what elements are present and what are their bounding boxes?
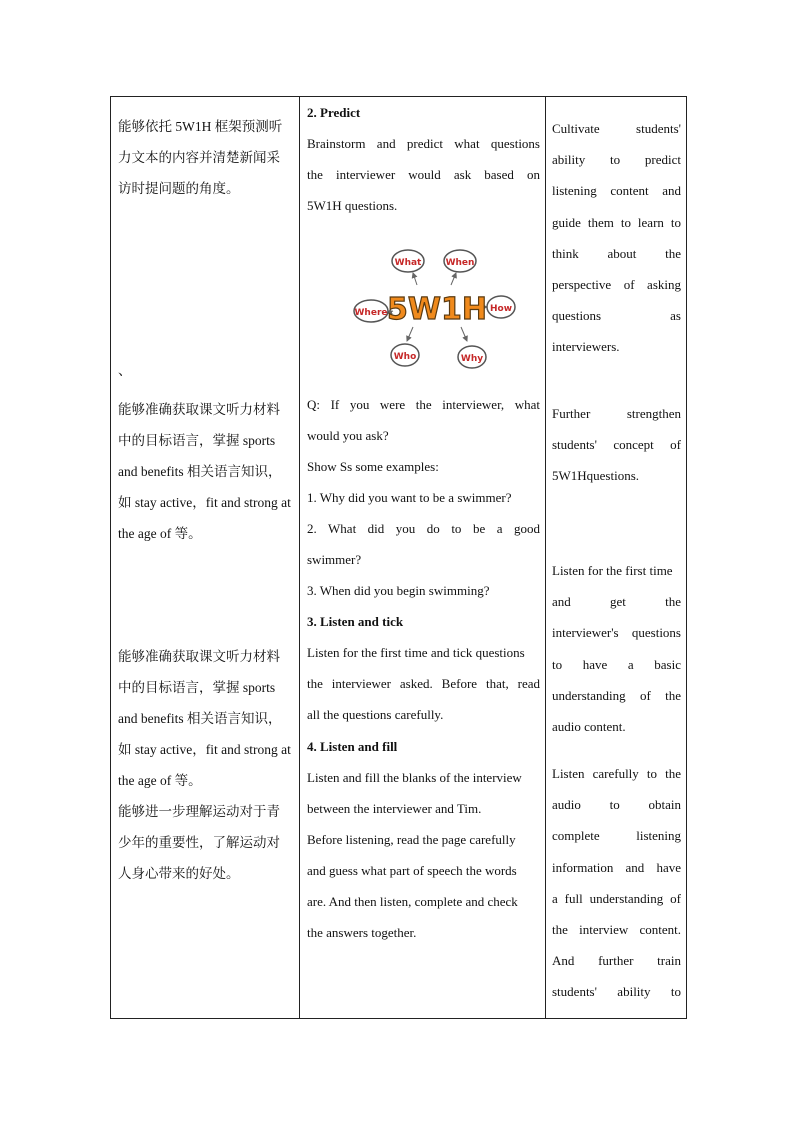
- purpose-line: audio to obtain: [552, 797, 681, 813]
- objective-line: 如 stay active，fit and strong at: [118, 495, 291, 510]
- objective-line: 力文本的内容并清楚新闻采: [118, 150, 280, 165]
- activity-line: 2. What did you do to be a good: [307, 521, 540, 536]
- column-divider: [299, 97, 300, 1018]
- activity-line: 1. Why did you want to be a swimmer?: [307, 490, 512, 505]
- activity-line: Listen and fill the blanks of the interview: [307, 770, 522, 785]
- bubble-label: Why: [460, 354, 484, 364]
- purpose-line: Listen for the first time: [552, 563, 673, 578]
- activity-line: the interviewer asked. Before that, read: [307, 676, 540, 691]
- objective-line: 人身心带来的好处。: [118, 866, 240, 881]
- column-divider: [545, 97, 546, 1018]
- activity-line: would you ask?: [307, 428, 389, 443]
- purpose-line: Further strengthen: [552, 406, 681, 421]
- purpose-line: the interview content.: [552, 922, 681, 938]
- bubble-label: Who: [393, 352, 417, 362]
- purpose-line: students' concept of: [552, 437, 681, 453]
- activity-line: the interviewer would ask based on: [307, 167, 540, 182]
- purpose-line: perspective of asking: [552, 277, 681, 293]
- objective-line: 能够准确获取课文听力材料: [118, 402, 280, 417]
- purpose-line: And further train: [552, 953, 681, 969]
- purpose-block: [552, 113, 681, 363]
- what-bubble: [392, 250, 424, 272]
- objective-line: 少年的重要性，了解运动对: [118, 835, 280, 850]
- activities-column: [307, 97, 540, 1018]
- lesson-plan-table: [110, 96, 687, 1019]
- punctuation-mark: [118, 355, 294, 386]
- purpose-line: think about the: [552, 245, 681, 261]
- purpose-line: interviewers.: [552, 339, 620, 355]
- purpose-line: understanding of the: [552, 687, 681, 703]
- activity-line: Q: If you were the interviewer, what: [307, 397, 540, 412]
- activity-line: between the interviewer and Tim.: [307, 801, 482, 816]
- mark-text: 、: [118, 363, 132, 378]
- purpose-block: [552, 758, 681, 1008]
- section-heading: 3. Listen and tick: [307, 614, 404, 629]
- purpose-line: complete listening: [552, 828, 681, 844]
- objective-line: 如 stay active，fit and strong at: [118, 742, 291, 757]
- bubble-label: Where: [354, 308, 388, 318]
- listen-tick-section: [307, 606, 540, 730]
- section-heading: 4. Listen and fill: [307, 739, 398, 754]
- purpose-block: [552, 555, 681, 742]
- purpose-line: Listen carefully to the: [552, 766, 681, 781]
- how-bubble: [487, 296, 515, 318]
- activity-line: are. And then listen, complete and check: [307, 894, 518, 909]
- purpose-line: guide them to learn to: [552, 214, 681, 230]
- predict-section: [307, 97, 540, 221]
- activity-line: Show Ss some examples:: [307, 459, 439, 474]
- purpose-line: a full understanding of: [552, 890, 681, 906]
- bubble-label: What: [394, 258, 422, 268]
- objective-line: 能够依托 5W1H 框架预测听: [118, 119, 283, 134]
- activity-line: 5W1H questions.: [307, 198, 398, 213]
- purpose-block: [552, 398, 681, 492]
- where-bubble: [354, 300, 388, 322]
- purpose-line: and get the: [552, 594, 681, 610]
- objective-line: 中的目标语言，掌握 sports: [118, 680, 276, 695]
- activity-line: Brainstorm and predict what questions: [307, 136, 540, 151]
- activity-line: and guess what part of speech the words: [307, 863, 517, 878]
- objective-block: [118, 111, 294, 204]
- why-bubble: [458, 346, 486, 368]
- activity-line: swimmer?: [307, 552, 362, 567]
- purpose-line: information and have: [552, 859, 681, 875]
- bubble-label: How: [489, 304, 513, 314]
- objective-line: 访时提问题的角度。: [118, 181, 240, 196]
- purposes-column: [552, 97, 681, 1018]
- objective-block: [118, 641, 294, 889]
- activity-line: 3. When did you begin swimming?: [307, 583, 490, 598]
- section-heading: 2. Predict: [307, 105, 361, 120]
- when-bubble: [444, 250, 476, 272]
- purpose-line: audio content.: [552, 719, 626, 735]
- purpose-line: interviewer's questions: [552, 625, 681, 641]
- objective-line: 能够进一步理解运动对于青: [118, 804, 280, 819]
- purpose-line: to have a basic: [552, 656, 681, 672]
- arrow: [451, 273, 456, 285]
- objective-line: and benefits 相关语言知识，: [118, 464, 282, 479]
- arrow: [413, 273, 417, 285]
- purpose-line: questions as: [552, 308, 681, 324]
- who-bubble: [391, 344, 419, 366]
- listen-fill-section: [307, 731, 540, 948]
- questions-section: [307, 389, 540, 606]
- arrow: [407, 327, 413, 341]
- objective-block: [118, 394, 294, 549]
- objective-line: and benefits 相关语言知识，: [118, 711, 282, 726]
- activity-line: Listen for the first time and tick questions: [307, 645, 525, 660]
- purpose-line: Cultivate students': [552, 121, 681, 136]
- purpose-line: ability to predict: [552, 152, 681, 168]
- activity-line: Before listening, read the page carefully: [307, 832, 516, 847]
- objective-line: the age of 等。: [118, 526, 202, 541]
- objective-line: the age of 等。: [118, 773, 202, 788]
- objective-line: 中的目标语言，掌握 sports: [118, 433, 276, 448]
- purpose-line: listening content and: [552, 183, 681, 199]
- bubble-label: When: [445, 258, 475, 268]
- center-label: 5W1H: [387, 292, 487, 327]
- arrow: [461, 327, 467, 341]
- purpose-line: 5W1Hquestions.: [552, 468, 640, 484]
- purpose-line: students' ability to: [552, 984, 681, 1000]
- activity-line: the answers together.: [307, 925, 417, 940]
- objectives-column: [118, 97, 294, 1018]
- activity-line: all the questions carefully.: [307, 707, 444, 722]
- 5w1h-diagram: [351, 237, 517, 379]
- objective-line: 能够准确获取课文听力材料: [118, 649, 280, 664]
